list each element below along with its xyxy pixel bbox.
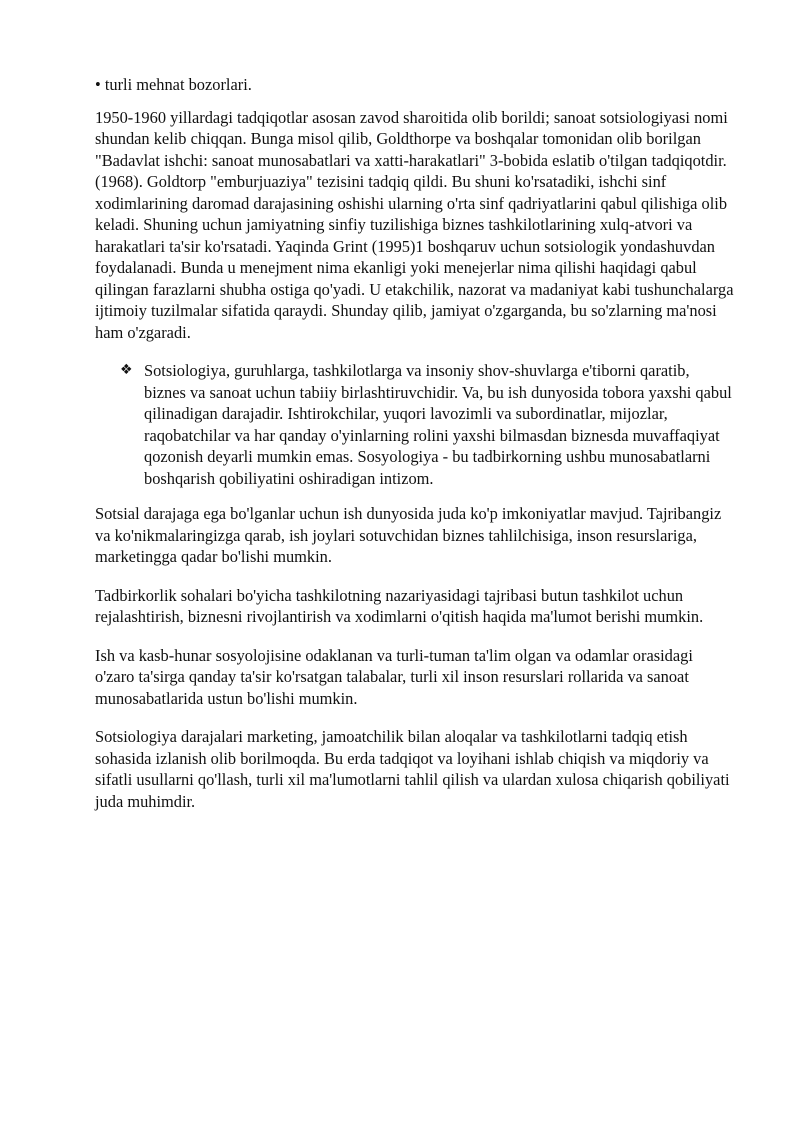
callout-block	[120, 360, 735, 489]
paragraph-industrial-sociology: 1950-1960 yillardagi tadqiqotlar asosan zavod sharoitida olib borildi; sanoat sotsiologiyasi nomi shundan kelib chiqqan. Bunga misol qilib, Goldthorpe va boshqalar tomonidan olib borilgan "Badavlat ishchi: sanoat munosabatlari va xatti-harakatlari" 3-bobida eslatib o'tilgan tadqiqotdir. (1968). Goldtorp "emburjuaziya" tezisini tadqiq qildi. Bu shuni ko'rsatadiki, ishchi sinf xodimlarining daromad darajasining oshishi ularning o'rta sinf qadriyatlarini qabul qilishiga olib keladi. Shuning uchun jamiyatning sinfiy tuzilishiga biznes tashkilotlarining xulq-atvori va harakatlari ta'sir ko'rsatadi. Yaqinda Grint (1995)1 boshqaruv uchun sotsiologik yondashuvdan foydalanadi. Bunda u menejment nima ekanligi yoki menejerlar nima qilishi haqidagi qabul qilingan farazlarni shubha ostiga qo'yadi. U etakchilik, nazorat va madaniyat kabi tushunchalarga ijtimoiy tuzilmalar sifatida qaraydi. Shunday qilib, jamiyat o'zgarganda, bu so'zlarning ma'nosi ham o'zgaradi.	[95, 107, 734, 342]
paragraph-opportunities: Sotsial darajaga ega bo'lganlar uchun ish dunyosida juda ko'p imkoniyatlar mavjud. Tajribangiz va ko'nikmalaringizga qarab, ish joylari sotuvchidan biznes tahlilchisiga, inson resurslariga, marketingga qadar bo'lishi mumkin.	[95, 504, 722, 566]
paragraph-business-areas: Tadbirkorlik sohalari bo'yicha tashkilotning nazariyasidagi tajribasi butun tashkilot uchun rejalashtirish, biznesni rivojlantirish va xodimlarni o'qitish haqida ma'lumot berishi mumkin.	[95, 585, 704, 626]
callout-text: Sotsiologiya, guruhlarga, tashkilotlarga va insoniy shov-shuvlarga e'tiborni qaratib, biznes va sanoat uchun tabiiy birlashtiruvchidir. Va, bu ish dunyosida tobora yaxshi qabul qilinadigan darajadir. Ishtirokchilar, yuqori lavozimli va subordinatlar, mijozlar, raqobatchilar va har qanday o'yinlarning rolini yaxshi bilmasdan biznesda muvaffaqiyat qozonish deyarli mumkin emas. Sosyologiya - bu tadbirkorning ushbu munosabatlarni boshqarish qobiliyatini oshiradigan intizom.	[144, 361, 732, 488]
diamond-bullet-icon: ❖	[120, 362, 133, 378]
paragraph-sociology-degrees: Sotsiologiya darajalari marketing, jamoatchilik bilan aloqalar va tashkilotlarni tadqiq etish sohasida izlanish olib borilmoqda. Bu erda tadqiqot va loyihani ishlab chiqish va miqdoriy va sifatli usullarni qo'llash, turli xil ma'lumotlarni tahlil qilish va ulardan xulosa chiqarish qobiliyati juda muhimdir.	[95, 727, 730, 811]
document-page	[95, 74, 735, 829]
paragraph-work-sociology: Ish va kasb-hunar sosyolojisine odaklanan va turli-tuman ta'lim olgan va odamlar orasidagi o'zaro ta'sirga qanday ta'sir ko'rsatgan talabalar, turli xil inson resurslari rollarida va sanoat munosabatlarida ustun bo'lishi mumkin.	[95, 645, 693, 708]
list-item: • turli mehnat bozorlari.	[95, 75, 252, 94]
